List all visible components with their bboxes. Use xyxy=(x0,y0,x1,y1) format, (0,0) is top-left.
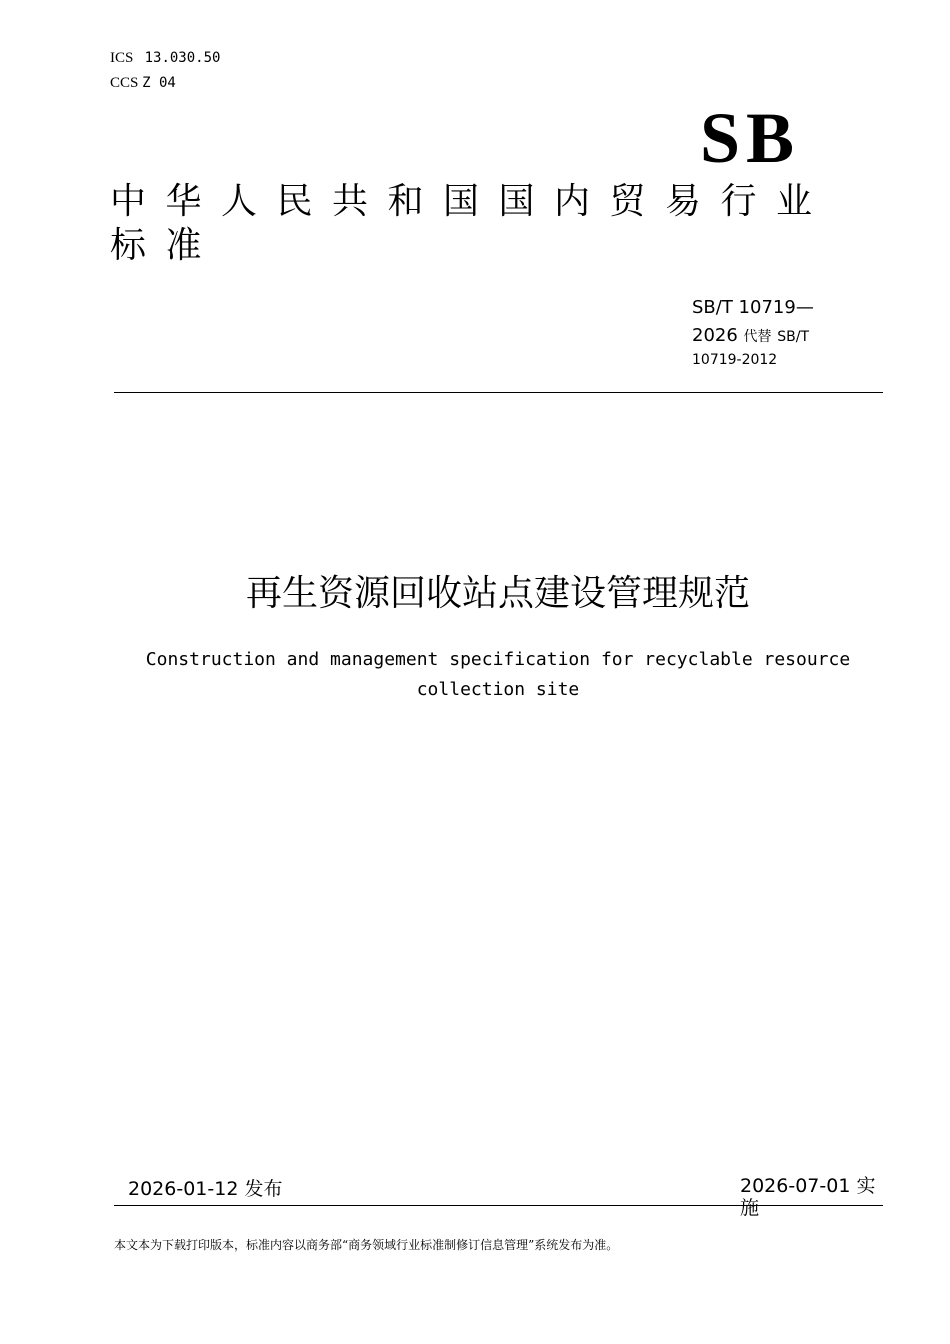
replaces-word: 代替 xyxy=(743,329,772,345)
ics-value: 13.030.50 xyxy=(144,50,221,66)
title-english: Construction and management specification for recyclable resource collection site xyxy=(145,649,851,700)
replacement-line xyxy=(692,322,842,351)
ccs-classification xyxy=(110,74,176,92)
ics-classification xyxy=(110,49,220,67)
sb-logo: SB xyxy=(700,98,801,178)
ccs-label: CCS xyxy=(110,75,139,91)
effective-date: 2026-07-01 实施 xyxy=(740,1175,876,1219)
replaced-code: SB/T xyxy=(777,329,810,345)
publish-date: 2026-01-12 发布 xyxy=(128,1178,283,1200)
replaced-year: 10719-2012 xyxy=(692,352,778,368)
bottom-divider xyxy=(114,1205,883,1206)
organization-name: 中华人民共和国国内贸易行业标准 xyxy=(110,181,832,266)
ics-label: ICS xyxy=(110,50,134,66)
footer-note: 本文本为下载打印版本，标准内容以商务部“商务领域行业标准制修订信息管理”系统发布为准。 xyxy=(114,1238,619,1252)
standard-code: SB/T 10719— xyxy=(692,297,814,318)
title-chinese: 再生资源回收站点建设管理规范 xyxy=(245,573,750,614)
ccs-value: Z 04 xyxy=(142,75,176,91)
standard-year: 2026 xyxy=(692,325,738,346)
top-divider xyxy=(114,392,883,393)
standard-number-block xyxy=(692,294,842,369)
